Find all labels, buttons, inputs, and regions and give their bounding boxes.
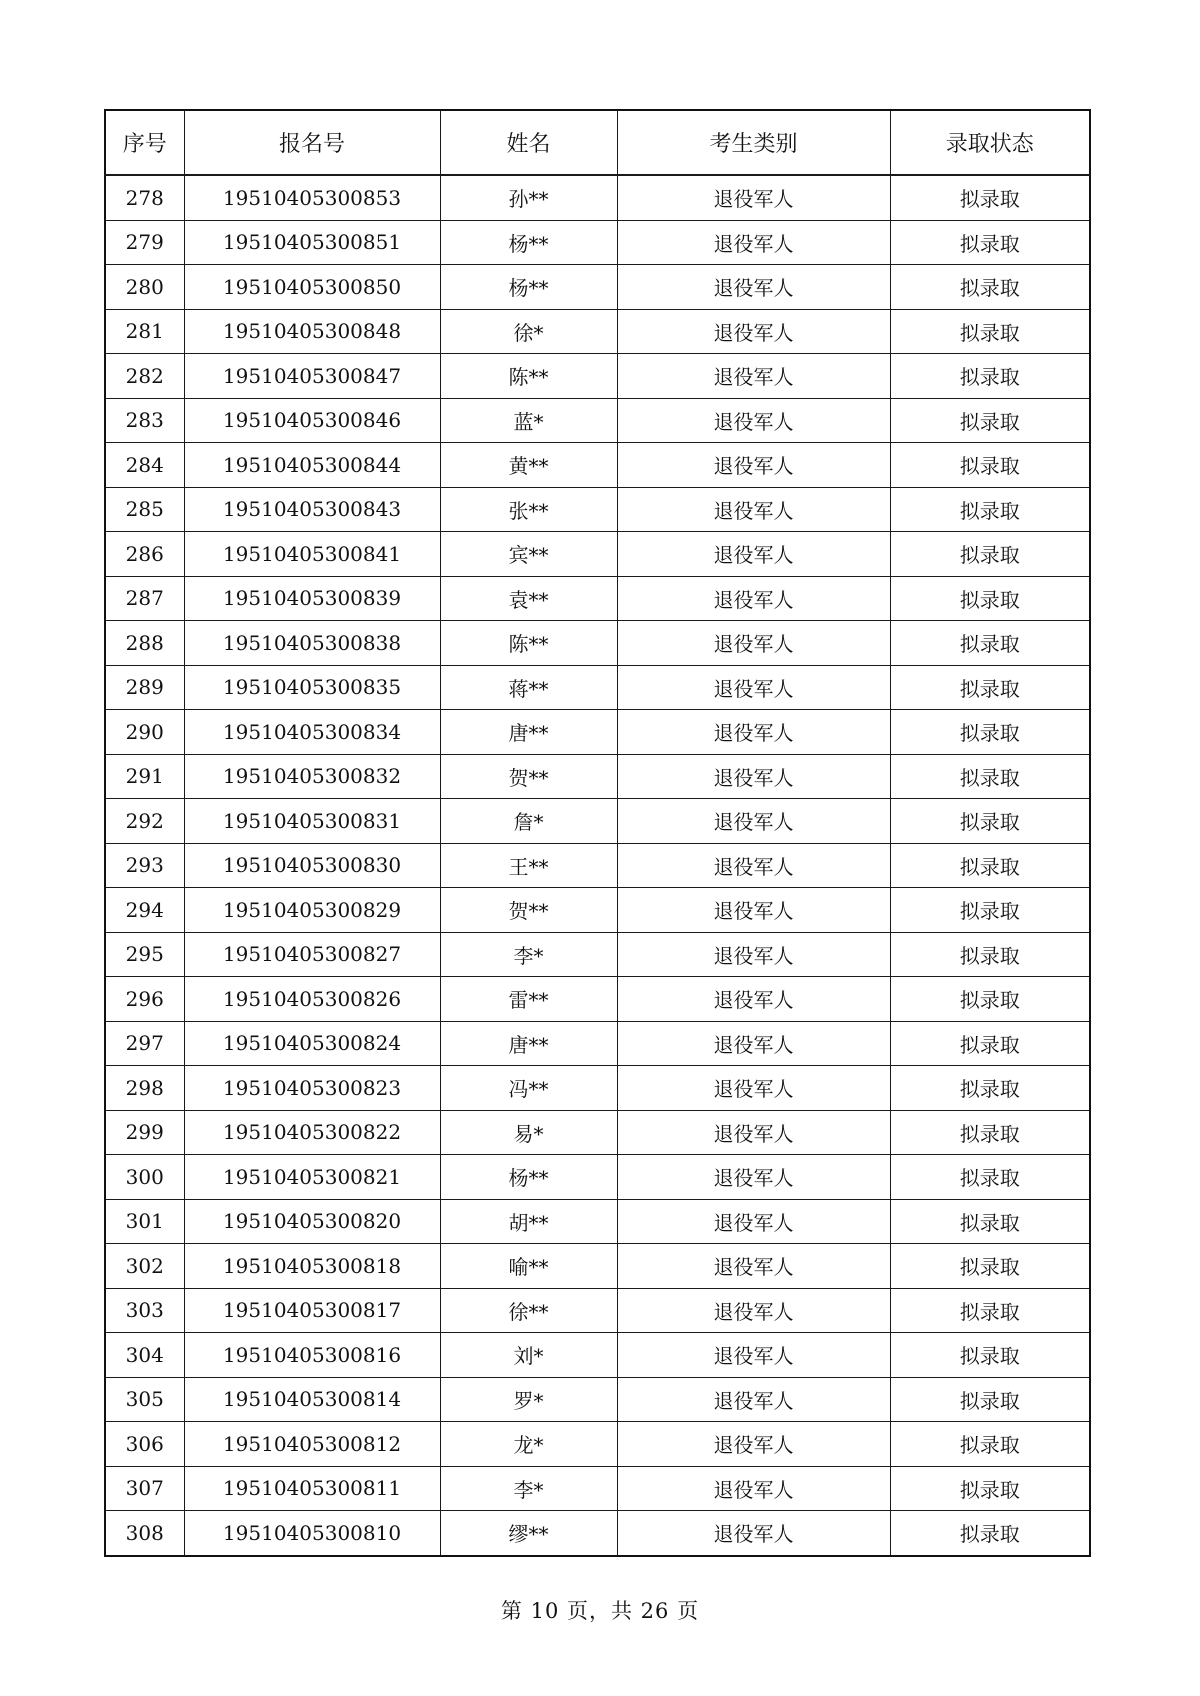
cell-admission-status: 拟录取 — [890, 309, 1090, 354]
cell-candidate-category: 退役军人 — [617, 1021, 890, 1066]
cell-candidate-category: 退役军人 — [617, 1377, 890, 1422]
cell-admission-status: 拟录取 — [890, 487, 1090, 532]
table-row — [105, 1377, 1090, 1422]
cell-admission-status: 拟录取 — [890, 1021, 1090, 1066]
table-row — [105, 665, 1090, 710]
cell-admission-status: 拟录取 — [890, 888, 1090, 933]
cell-candidate-category: 退役军人 — [617, 354, 890, 399]
cell-registration-number: 19510405300841 — [184, 532, 440, 577]
cell-seq: 295 — [105, 932, 184, 977]
cell-seq: 280 — [105, 265, 184, 310]
table-row — [105, 710, 1090, 755]
table-row — [105, 1511, 1090, 1556]
cell-candidate-category: 退役军人 — [617, 1244, 890, 1289]
header-name: 姓名 — [440, 110, 617, 175]
cell-seq: 284 — [105, 443, 184, 488]
cell-name: 雷** — [440, 977, 617, 1022]
cell-candidate-category: 退役军人 — [617, 799, 890, 844]
header-candidate-category: 考生类别 — [617, 110, 890, 175]
cell-name: 徐* — [440, 309, 617, 354]
cell-registration-number: 19510405300853 — [184, 175, 440, 220]
cell-registration-number: 19510405300810 — [184, 1511, 440, 1556]
cell-candidate-category: 退役军人 — [617, 576, 890, 621]
cell-seq: 291 — [105, 754, 184, 799]
cell-admission-status: 拟录取 — [890, 175, 1090, 220]
cell-admission-status: 拟录取 — [890, 1155, 1090, 1200]
table-row — [105, 621, 1090, 666]
cell-name: 张** — [440, 487, 617, 532]
cell-registration-number: 19510405300817 — [184, 1288, 440, 1333]
table-row — [105, 1199, 1090, 1244]
cell-seq: 290 — [105, 710, 184, 755]
cell-candidate-category: 退役军人 — [617, 888, 890, 933]
table-row — [105, 309, 1090, 354]
table-row — [105, 443, 1090, 488]
cell-name: 宾** — [440, 532, 617, 577]
cell-admission-status: 拟录取 — [890, 1511, 1090, 1556]
table-row — [105, 1288, 1090, 1333]
cell-candidate-category: 退役军人 — [617, 1155, 890, 1200]
table-row — [105, 1466, 1090, 1511]
cell-admission-status: 拟录取 — [890, 1422, 1090, 1467]
cell-name: 蓝* — [440, 398, 617, 443]
cell-registration-number: 19510405300814 — [184, 1377, 440, 1422]
table-row — [105, 576, 1090, 621]
cell-candidate-category: 退役军人 — [617, 1199, 890, 1244]
cell-admission-status: 拟录取 — [890, 1288, 1090, 1333]
cell-seq: 308 — [105, 1511, 184, 1556]
cell-seq: 303 — [105, 1288, 184, 1333]
cell-admission-status: 拟录取 — [890, 265, 1090, 310]
cell-registration-number: 19510405300851 — [184, 220, 440, 265]
table-row — [105, 799, 1090, 844]
cell-name: 刘* — [440, 1333, 617, 1378]
cell-name: 徐** — [440, 1288, 617, 1333]
cell-seq: 305 — [105, 1377, 184, 1422]
cell-registration-number: 19510405300821 — [184, 1155, 440, 1200]
cell-name: 孙** — [440, 175, 617, 220]
header-admission-status: 录取状态 — [890, 110, 1090, 175]
cell-admission-status: 拟录取 — [890, 220, 1090, 265]
admission-table — [104, 109, 1091, 1557]
cell-admission-status: 拟录取 — [890, 932, 1090, 977]
cell-candidate-category: 退役军人 — [617, 1333, 890, 1378]
table-header-row — [105, 110, 1090, 175]
cell-name: 贺** — [440, 754, 617, 799]
cell-candidate-category: 退役军人 — [617, 977, 890, 1022]
cell-name: 陈** — [440, 354, 617, 399]
table-row — [105, 888, 1090, 933]
cell-candidate-category: 退役军人 — [617, 621, 890, 666]
table-row — [105, 1110, 1090, 1155]
cell-seq: 304 — [105, 1333, 184, 1378]
cell-registration-number: 19510405300820 — [184, 1199, 440, 1244]
cell-registration-number: 19510405300822 — [184, 1110, 440, 1155]
cell-seq: 297 — [105, 1021, 184, 1066]
table-row — [105, 487, 1090, 532]
cell-admission-status: 拟录取 — [890, 1066, 1090, 1111]
cell-admission-status: 拟录取 — [890, 799, 1090, 844]
cell-seq: 286 — [105, 532, 184, 577]
cell-candidate-category: 退役军人 — [617, 1422, 890, 1467]
cell-candidate-category: 退役军人 — [617, 532, 890, 577]
cell-candidate-category: 退役军人 — [617, 1066, 890, 1111]
cell-seq: 278 — [105, 175, 184, 220]
cell-candidate-category: 退役军人 — [617, 1466, 890, 1511]
cell-seq: 287 — [105, 576, 184, 621]
cell-admission-status: 拟录取 — [890, 576, 1090, 621]
cell-name: 黄** — [440, 443, 617, 488]
cell-seq: 300 — [105, 1155, 184, 1200]
cell-candidate-category: 退役军人 — [617, 398, 890, 443]
table-row — [105, 398, 1090, 443]
cell-seq: 289 — [105, 665, 184, 710]
cell-registration-number: 19510405300829 — [184, 888, 440, 933]
cell-seq: 306 — [105, 1422, 184, 1467]
cell-name: 喻** — [440, 1244, 617, 1289]
cell-admission-status: 拟录取 — [890, 621, 1090, 666]
cell-admission-status: 拟录取 — [890, 354, 1090, 399]
cell-registration-number: 19510405300827 — [184, 932, 440, 977]
cell-registration-number: 19510405300835 — [184, 665, 440, 710]
header-registration-number: 报名号 — [184, 110, 440, 175]
cell-registration-number: 19510405300812 — [184, 1422, 440, 1467]
cell-seq: 285 — [105, 487, 184, 532]
cell-seq: 307 — [105, 1466, 184, 1511]
cell-admission-status: 拟录取 — [890, 1377, 1090, 1422]
cell-seq: 294 — [105, 888, 184, 933]
cell-registration-number: 19510405300824 — [184, 1021, 440, 1066]
cell-registration-number: 19510405300834 — [184, 710, 440, 755]
cell-admission-status: 拟录取 — [890, 843, 1090, 888]
table-row — [105, 175, 1090, 220]
cell-name: 缪** — [440, 1511, 617, 1556]
cell-admission-status: 拟录取 — [890, 1466, 1090, 1511]
cell-candidate-category: 退役军人 — [617, 443, 890, 488]
table-row — [105, 754, 1090, 799]
cell-seq: 283 — [105, 398, 184, 443]
cell-candidate-category: 退役军人 — [617, 710, 890, 755]
cell-name: 袁** — [440, 576, 617, 621]
table-row — [105, 532, 1090, 577]
cell-registration-number: 19510405300850 — [184, 265, 440, 310]
table-row — [105, 1066, 1090, 1111]
cell-name: 易* — [440, 1110, 617, 1155]
cell-seq: 292 — [105, 799, 184, 844]
cell-candidate-category: 退役军人 — [617, 1288, 890, 1333]
cell-admission-status: 拟录取 — [890, 977, 1090, 1022]
cell-seq: 302 — [105, 1244, 184, 1289]
cell-registration-number: 19510405300838 — [184, 621, 440, 666]
cell-candidate-category: 退役军人 — [617, 265, 890, 310]
cell-seq: 279 — [105, 220, 184, 265]
cell-admission-status: 拟录取 — [890, 1110, 1090, 1155]
cell-admission-status: 拟录取 — [890, 1333, 1090, 1378]
cell-name: 李* — [440, 1466, 617, 1511]
cell-admission-status: 拟录取 — [890, 398, 1090, 443]
table-row — [105, 1333, 1090, 1378]
cell-candidate-category: 退役军人 — [617, 843, 890, 888]
cell-name: 陈** — [440, 621, 617, 666]
table-row — [105, 1021, 1090, 1066]
cell-candidate-category: 退役军人 — [617, 1110, 890, 1155]
cell-admission-status: 拟录取 — [890, 1244, 1090, 1289]
cell-candidate-category: 退役军人 — [617, 309, 890, 354]
cell-admission-status: 拟录取 — [890, 532, 1090, 577]
cell-seq: 282 — [105, 354, 184, 399]
cell-name: 杨** — [440, 265, 617, 310]
cell-admission-status: 拟录取 — [890, 665, 1090, 710]
cell-name: 杨** — [440, 220, 617, 265]
cell-seq: 281 — [105, 309, 184, 354]
cell-name: 唐** — [440, 710, 617, 755]
table-row — [105, 1155, 1090, 1200]
page-number-footer: 第 10 页，共 26 页 — [500, 1599, 700, 1623]
cell-name: 詹* — [440, 799, 617, 844]
cell-candidate-category: 退役军人 — [617, 175, 890, 220]
cell-registration-number: 19510405300847 — [184, 354, 440, 399]
cell-name: 冯** — [440, 1066, 617, 1111]
table-row — [105, 354, 1090, 399]
cell-seq: 298 — [105, 1066, 184, 1111]
table-body — [105, 175, 1090, 1556]
cell-registration-number: 19510405300846 — [184, 398, 440, 443]
table-row — [105, 1422, 1090, 1467]
cell-registration-number: 19510405300848 — [184, 309, 440, 354]
cell-name: 杨** — [440, 1155, 617, 1200]
cell-name: 胡** — [440, 1199, 617, 1244]
cell-seq: 293 — [105, 843, 184, 888]
cell-admission-status: 拟录取 — [890, 443, 1090, 488]
cell-registration-number: 19510405300832 — [184, 754, 440, 799]
cell-name: 唐** — [440, 1021, 617, 1066]
cell-registration-number: 19510405300831 — [184, 799, 440, 844]
cell-candidate-category: 退役军人 — [617, 754, 890, 799]
cell-registration-number: 19510405300843 — [184, 487, 440, 532]
cell-name: 蒋** — [440, 665, 617, 710]
cell-admission-status: 拟录取 — [890, 710, 1090, 755]
table-row — [105, 932, 1090, 977]
cell-seq: 299 — [105, 1110, 184, 1155]
table-row — [105, 977, 1090, 1022]
cell-name: 龙* — [440, 1422, 617, 1467]
table-row — [105, 265, 1090, 310]
cell-candidate-category: 退役军人 — [617, 220, 890, 265]
cell-candidate-category: 退役军人 — [617, 665, 890, 710]
cell-admission-status: 拟录取 — [890, 754, 1090, 799]
cell-name: 贺** — [440, 888, 617, 933]
cell-seq: 296 — [105, 977, 184, 1022]
table-row — [105, 220, 1090, 265]
cell-name: 王** — [440, 843, 617, 888]
cell-candidate-category: 退役军人 — [617, 932, 890, 977]
cell-name: 李* — [440, 932, 617, 977]
cell-registration-number: 19510405300830 — [184, 843, 440, 888]
table-row — [105, 843, 1090, 888]
cell-registration-number: 19510405300811 — [184, 1466, 440, 1511]
cell-registration-number: 19510405300818 — [184, 1244, 440, 1289]
cell-name: 罗* — [440, 1377, 617, 1422]
cell-registration-number: 19510405300839 — [184, 576, 440, 621]
cell-candidate-category: 退役军人 — [617, 1511, 890, 1556]
table-row — [105, 1244, 1090, 1289]
cell-registration-number: 19510405300826 — [184, 977, 440, 1022]
cell-registration-number: 19510405300816 — [184, 1333, 440, 1378]
header-seq: 序号 — [105, 110, 184, 175]
cell-candidate-category: 退役军人 — [617, 487, 890, 532]
cell-registration-number: 19510405300844 — [184, 443, 440, 488]
cell-seq: 288 — [105, 621, 184, 666]
cell-admission-status: 拟录取 — [890, 1199, 1090, 1244]
cell-seq: 301 — [105, 1199, 184, 1244]
cell-registration-number: 19510405300823 — [184, 1066, 440, 1111]
